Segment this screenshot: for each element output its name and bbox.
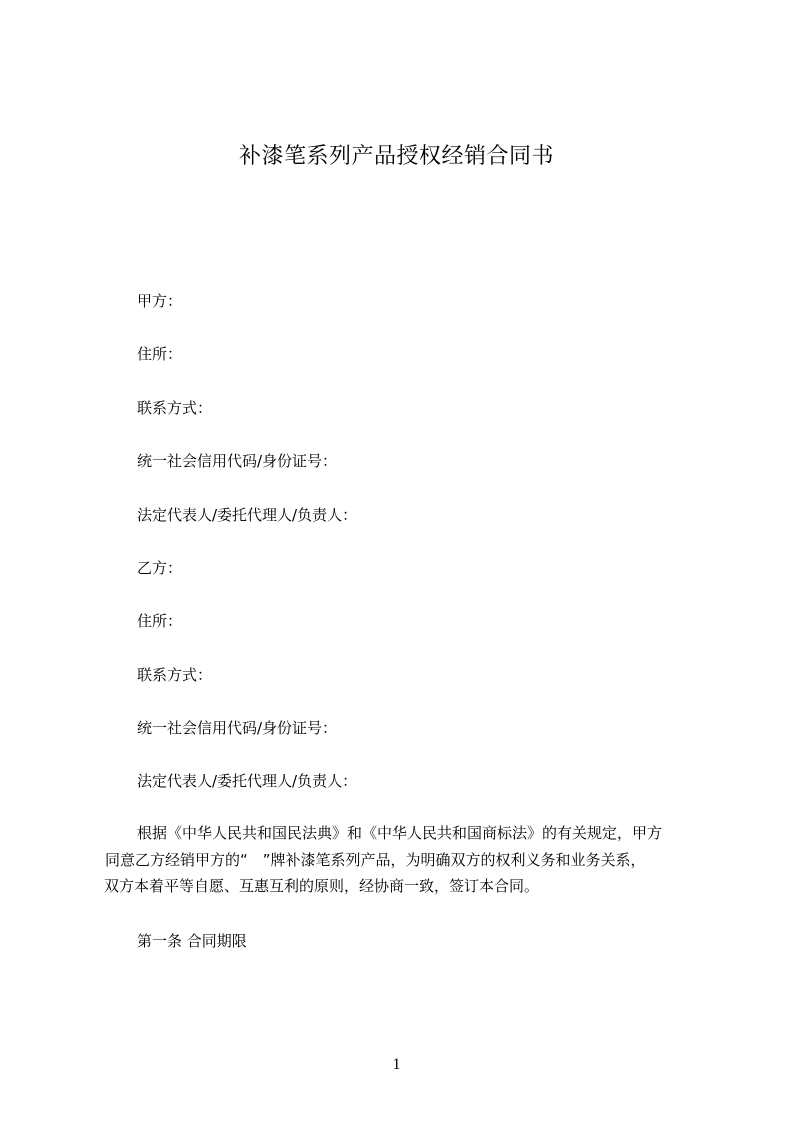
party-a-representative-label: 法定代表人/委托代理人/负责人：	[137, 506, 358, 524]
party-a-contact-label: 联系方式：	[137, 399, 213, 417]
article-heading: 第一条 合同期限	[137, 932, 247, 950]
page-number: 1	[392, 1056, 401, 1073]
preamble-line: 根据《中华人民共和国民法典》和《中华人民共和国商标法》的有关规定，甲方	[137, 824, 663, 842]
party-b-representative-label: 法定代表人/委托代理人/负责人：	[137, 772, 358, 790]
party-b-address-label: 住所：	[137, 612, 183, 630]
party-b-contact-label: 联系方式：	[137, 666, 213, 684]
preamble-line: 同意乙方经销甲方的“ ”牌补漆笔系列产品，为明确双方的权利义务和业务关系，	[105, 850, 646, 869]
party-b-id-label: 统一社会信用代码/身份证号：	[137, 719, 338, 737]
document-title: 补漆笔系列产品授权经销合同书	[238, 144, 554, 169]
party-a-name-label: 甲方：	[137, 292, 183, 310]
party-b-name-label: 乙方：	[137, 559, 183, 577]
preamble-line: 双方本着平等自愿、互惠互利的原则，经协商一致，签订本合同。	[104, 877, 540, 895]
party-a-id-label: 统一社会信用代码/身份证号：	[137, 452, 338, 470]
preamble-paragraph	[104, 820, 724, 900]
party-a-address-label: 住所：	[137, 345, 183, 363]
